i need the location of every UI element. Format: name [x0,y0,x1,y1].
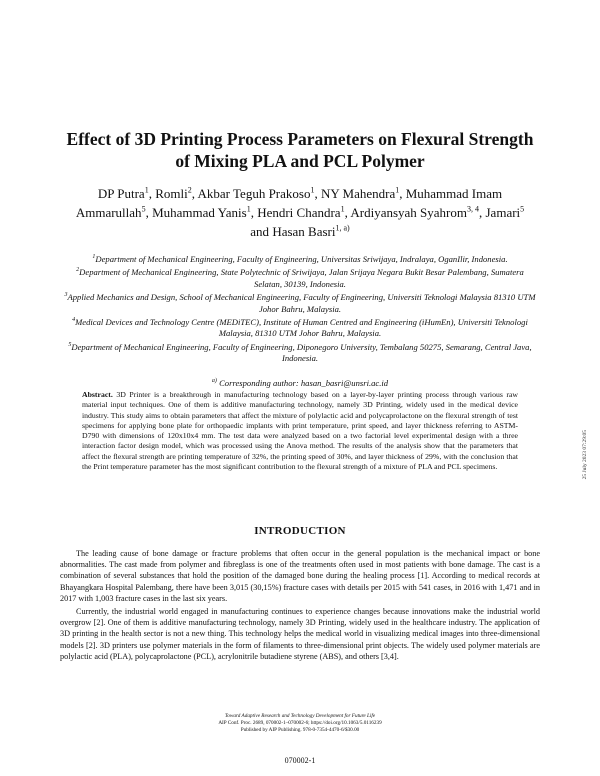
affiliation [62,252,538,265]
author-affiliation-marker: 5 [141,204,146,214]
footer-publisher: Published by AIP Publishing. 978-0-7354-4470-6/$30.00 [240,727,360,733]
author: Romli [155,186,188,201]
author-affiliation-marker: 1 [395,185,400,195]
corresponding-author [62,376,538,389]
affiliation [62,315,538,340]
affiliation [62,290,538,315]
affiliation-text: Department of Mechanical Engineering, Faculty of Engineering, Universitas Sriwijaya, Indralaya, OganIlir, Indonesia. [95,253,508,264]
paragraph: The leading cause of bone damage or fracture problems that often occur in the general population is the mechanical impact or bone abnormalities. The cast made from polymer and fibreglass is one of the treatments often used in most patients with bone damage. The cast is a combination of several substances that hold the position of the damaged bone during the healing process [1]. According to medical records at Bhayangkara Hospital Palembang, there have been 3,015 (30,15%) fracture cases with details per 2015 with 541 cases, in 2016 with 1,471 and in 2017 with 1,003 fracture cases in the last six years. [60,549,540,603]
body-text [60,548,540,662]
abstract-text: 3D Printer is a breakthrough in manufacturing technology based on a layer-by-layer printing process through various raw material input techniques. One of them is additive manufacturing technology, namely 3D Printing, widely used in the medical device industry. This study aims to obtain parameters that affect the mixture of polylactic acid and polycaprolactone on the flexural strength of test specimens for applying bone plate for orthopaedic implants with print temperature, print speed, and layer thickness referring to ASTM-D790 with dimensions of 120x10x4 mm. The test data were analyzed based on a two factorial level experimental design with a three interaction factor design model, which was processed using the Anova method. The results of the analysis show that the parameters that affect the flexural strength are printing temperature of 32%, the printing speed of 30%, and layer thickness of 29%, with the conclusion that the Print temperature parameter has the most significant contribution to the flexural strength of a mixture of PLA and PCL specimens. [82,390,519,472]
author-affiliation-marker: 1 [340,204,345,214]
page-number: 070002-1 [284,756,316,765]
author-affiliation-marker: 1 [144,185,149,195]
affiliation-number: 3 [64,292,68,299]
author: Akbar Teguh Prakoso [197,186,311,201]
paragraph: Currently, the industrial world engaged in manufacturing continues to experience changes because innovations make the industrial world overgrow [2]. One of them is additive manufacturing technology, namely 3D Printing, widely used in the healthcare industry. The application of 3D printing in the health sector is not a new thing. This technology helps the medical world in visualizing medical images into three-dimensional models [2]. 3D printers use polymer materials in the form of filaments to three-dimensional print objects. The widely used polymer materials are polylactic acid (PLA), polycaprolactone (PCL), acrylonitrile butadiene styrene (ABS), and others [3,4]. [60,607,540,661]
affiliation [62,340,538,365]
author: Jamari [485,205,521,220]
paper-title: Effect of 3D Printing Process Parameters on Flexural Strength of Mixing PLA and PCL Polymer [66,129,534,171]
author-affiliation-marker: 2 [187,185,192,195]
affiliation-text: Applied Mechanics and Design, School of Mechanical Engineering, Faculty of Engineering, Universiti Teknologi Malaysia 81310 UTM Johor Bahru, Malaysia. [67,292,536,314]
author-affiliation-marker: 1 [246,204,251,214]
footer-citation: AIP Conf. Proc. 2689, 070002-1–070002-6; https://doi.org/10.1063/5.0116239 [218,720,382,726]
affiliation-number: 1 [92,254,96,260]
download-stamp: 25 July 2023 07:29:05 [582,430,588,480]
author: Muhammad Yanis [152,205,247,220]
corresponding-text: Corresponding author: hasan_basri@unsri.ac.id [219,377,389,388]
author: Ardiyansyah Syahrom [350,205,467,220]
author: Hendri Chandra [257,205,341,220]
abstract-label: Abstract. [82,390,113,399]
footer-venue: Toward Adaptive Research and Technology Development for Future Life [224,713,376,719]
affiliation-number: 4 [72,317,76,324]
affiliation-text: Department of Mechanical Engineering, State Polytechnic of Sriwijaya, Jalan Srijaya Negara Bukit Besar Palembang, Sumatera Selatan, 30139, Indonesia. [79,267,524,289]
author-affiliation-marker: 1, a) [335,223,350,233]
affiliations [62,252,538,389]
author: Muhammad Imam Ammarullah [75,186,503,220]
author-affiliation-marker: 1 [310,185,315,195]
author-list: DP Putra$^1$, Romli$^2$, Akbar Teguh Prakoso$^1$, NY Mahendra$^1$, Muhammad Imam Ammarullah$^5$, Muhammad Yanis$^1$, Hendri Chandra$^1$, Ardiyansyah Syahrom$^{3, 4}$, Jamari$^5$ and Hasan Basri$^{1, a)}$ [75,185,525,239]
affiliation-text: Department of Mechanical Engineering, Faculty of Engineering, Diponegoro University, Tembalang 50275, Semarang, Central Java, Indonesia. [71,341,532,364]
affiliation-number: 2 [76,267,80,274]
affiliation-number: 5 [68,341,72,348]
author-affiliation-marker: 3, 4 [467,204,479,214]
author: NY Mahendra [320,186,396,201]
affiliation-text: Medical Devices and Technology Centre (MEDiTEC), Institute of Human Centred and Engineering (iHumEn), Universiti Teknologi Malaysia, 81310 UTM Johor Bahru, Malaysia. [75,316,528,339]
corresponding-marker: a) [211,377,217,384]
author-affiliation-marker: 5 [520,204,525,214]
section-heading: INTRODUCTION [254,525,346,537]
affiliation [62,265,538,290]
page-footer [150,713,450,734]
abstract [82,390,518,472]
author: Hasan Basri [272,224,336,239]
author: DP Putra [97,186,145,201]
